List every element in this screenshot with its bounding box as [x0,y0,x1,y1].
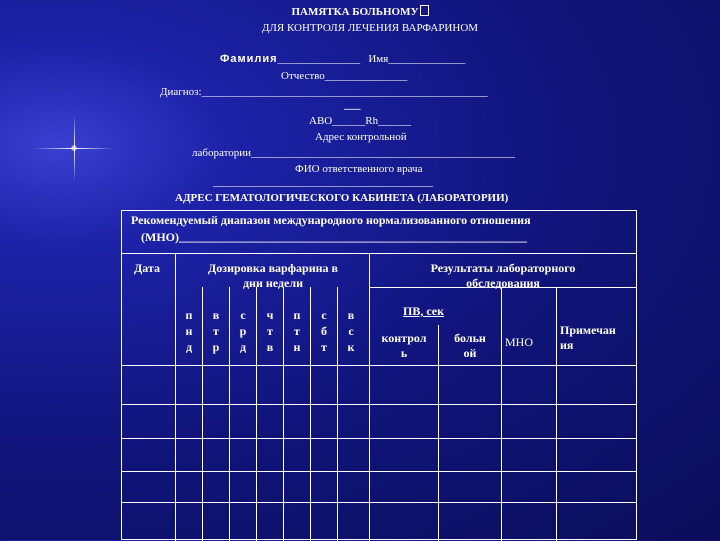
patronymic-row: Отчество_______________ [281,70,408,82]
diagnosis-field[interactable]: ____________________________________________________ [201,86,488,98]
notes-label: Примечан ия [560,323,616,352]
subtitle: ДЛЯ КОНТРОЛЯ ЛЕЧЕНИЯ ВАРФАРИНОМ [261,22,479,34]
weekday-fri: п т н [293,308,301,354]
title: ПАМЯТКА БОЛЬНОМУ [0,5,720,18]
col-dose: Дозировка варфарина в дни недели [207,261,339,290]
rh-field[interactable]: ______ [378,115,412,127]
weekday-mon: п н д [185,308,193,354]
lab-address-label: Адрес контрольной [315,131,407,143]
control-label: контрол ь [381,331,427,360]
weekday-sun: в с к [347,308,355,354]
weekday-thu: ч т в [266,308,274,354]
hematology-address-label: АДРЕС ГЕМАТОЛОГИЧЕСКОГО КАБИНЕТА (ЛАБОРАТОРИИ) [175,192,509,204]
mno-label: МНО [505,335,534,349]
lab-field[interactable]: ________________________________________________ [251,147,516,159]
pv-label: ПВ, сек [403,304,445,318]
inr-range-label: Рекомендуемый диапазон международного нормализованного отношения [131,213,531,227]
blood-group-row: АВО______Rh______ [309,115,412,127]
surname-row: Фамилия_______________ Имя______________ [220,53,466,65]
patient-label: больн ой [454,331,486,360]
doctor-field[interactable]: ________________________________________ [213,176,433,188]
weekday-sat: с б т [321,308,327,354]
lab-row: лаборатории________________________________________________ [192,147,516,159]
abo-field[interactable]: ______ [332,115,366,127]
warfarin-monitoring-table [121,210,637,540]
name-field[interactable]: ______________ [388,53,466,65]
weekday-wed: с р д [239,308,247,354]
col-date: Дата [134,261,160,275]
weekday-tue: в т р [212,308,220,354]
missing-glyph-icon [420,5,429,16]
diagnosis-row: Диагноз:____________________________________________________ [160,86,488,98]
col-results: Результаты лабораторного обследования [430,261,576,290]
surname-field[interactable]: _______________ [277,53,361,65]
inr-range-field[interactable]: (МНО)__________________________________________________________ [141,230,527,244]
doctor-label: ФИО ответственного врача [295,163,423,175]
patronymic-field[interactable]: _______________ [324,70,408,82]
short-blank: ___ [344,99,361,111]
